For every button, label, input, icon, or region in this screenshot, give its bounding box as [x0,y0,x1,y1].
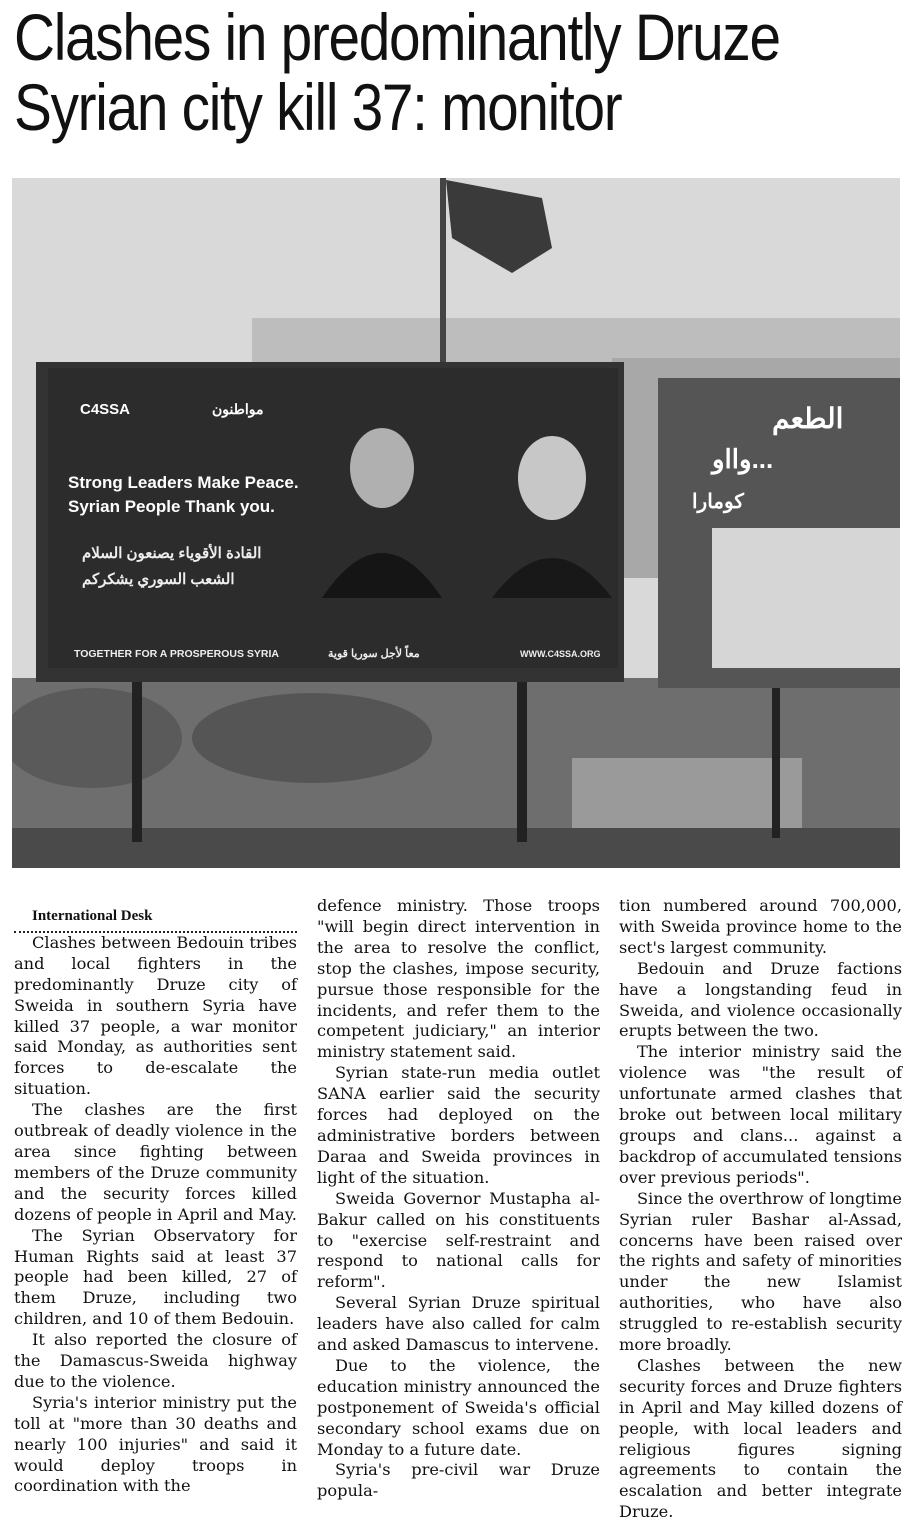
billboard-brand-arabic: مواطنون [212,401,264,417]
news-photo [12,178,900,868]
billboard-footer-arabic: معاً لأجل سوريا قوية [328,648,420,660]
paragraph: The interior ministry said the violence was "the result of unfortunate armed clashes that broke out between local military groups and clans... against a backdrop of accumulated tensions over previous periods". [619,1042,902,1187]
article-column-3 [619,896,902,1523]
paragraph: Clashes between Bedouin tribes and local fighters in the predominantly Druze city of Sweida in southern Syria have killed 37 people, a war monitor said Monday, as authorities sent forces to de-escalate the situation. [14,932,297,1099]
paragraph: tion numbered around 700,000, with Sweida province home to the sect's largest community. [619,896,902,957]
article-column-1 [14,906,297,1497]
paragraph: defence ministry. Those troops "will begin direct intervention in the area to resolve the conflict, stop the clashes, impose security, pursue those responsible for the incidents, and refer them to the competent judiciary," an interior ministry statement said. [317,896,600,1062]
paragraph: The Syrian Observatory for Human Rights said at least 37 people had been killed, 27 of them Druze, including two children, and 10 of them Bedouin. [14,1225,297,1329]
billboard-footer-left: TOGETHER FOR A PROSPEROUS SYRIA [74,648,279,660]
paragraph: Syria's interior ministry put the toll at "more than 30 deaths and nearly 100 injuries" and said it would deploy troops in coordination with the [14,1392,297,1496]
billboard-line-2: Syrian People Thank you. [68,497,275,516]
headline-line-1: Clashes in predominantly Druze [14,0,780,74]
billboard-scene [12,178,900,868]
ad-arabic-3: كومارا [692,491,744,513]
billboard-arabic-2: الشعب السوري يشكركم [82,571,235,588]
paragraph: Several Syrian Druze spiritual leaders have also called for calm and asked Damascus to intervene. [317,1293,600,1355]
headline [14,0,780,144]
paragraph: Since the overthrow of longtime Syrian ruler Bashar al-Assad, concerns have been raised over the rights and safety of minorities under the new Islamist authorities, who have also struggled to re-establish security more broadly. [619,1188,902,1355]
paragraph: Bedouin and Druze factions have a longstanding feud in Sweida, and violence occasionally erupts between the two. [619,958,902,1041]
billboard-arabic-1: القادة الأقوياء يصنعون السلام [82,545,262,562]
headline-line-2: Syrian city kill 37: monitor [14,70,622,144]
paragraph: Clashes between the new security forces and Druze fighters in April and May killed dozens of people, with local leaders and religious figures signing agreements to contain the escalation and better integrate Druze. [619,1355,902,1522]
desk-label: International Desk [14,906,297,933]
ad-arabic-2: وااو... [712,444,774,474]
paragraph: Syria's pre-civil war Druze popula- [317,1460,600,1501]
paragraph: It also reported the closure of the Damascus-Sweida highway due to the violence. [14,1330,297,1391]
billboard-line-1: Strong Leaders Make Peace. [68,473,299,492]
paragraph: Syrian state-run media outlet SANA earlier said the security forces had deployed on the administrative borders between Daraa and Sweida provinces in light of the situation. [317,1063,600,1187]
article-column-2 [317,896,600,1502]
paragraph: Sweida Governor Mustapha al-Bakur called on his constituents to "exercise self-restraint and respond to national calls for reform". [317,1188,600,1292]
paragraph: The clashes are the first outbreak of deadly violence in the area since fighting between members of the Druze community and the security forces killed dozens of people in April and May. [14,1100,297,1224]
billboard-logo: C4SSA [80,401,131,418]
ad-arabic-1: الطعم [772,403,844,434]
billboard-footer-url: WWW.C4SSA.ORG [520,649,601,659]
paragraph: Due to the violence, the education ministry announced the postponement of Sweida's official secondary school exams due on Monday to a future date. [317,1355,600,1459]
